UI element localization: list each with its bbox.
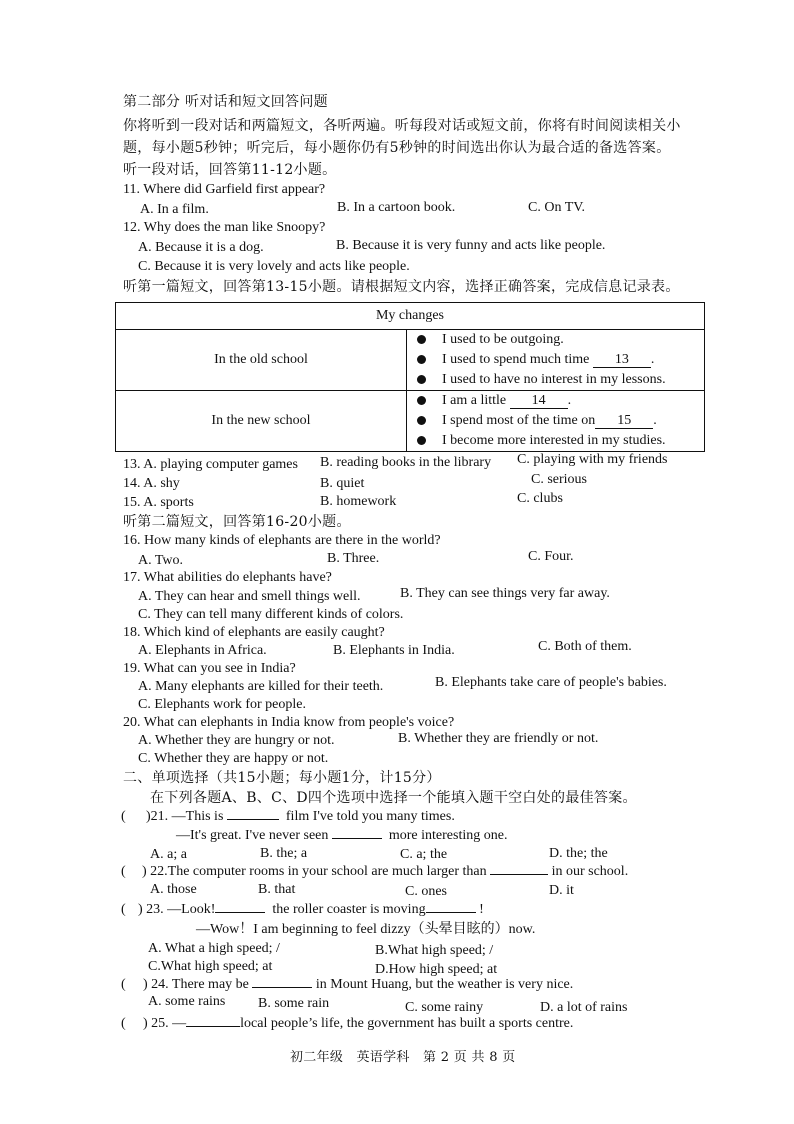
q17-option-c: C. They can tell many different kinds of colors. (138, 607, 404, 622)
table-caption: My changes (116, 303, 705, 330)
q21-paren: ( (121, 809, 126, 824)
q12-option-b: B. Because it is very funny and acts like people. (336, 238, 606, 253)
q22-blank[interactable] (490, 874, 548, 875)
q15-option-c: C. clubs (517, 491, 563, 506)
bullet-icon (417, 335, 426, 344)
q24-option-d: D. a lot of rains (540, 1000, 628, 1015)
q15-option-b: B. homework (320, 494, 397, 509)
q19-option-a: A. Many elephants are killed for their teeth. (138, 679, 384, 694)
q17-option-b: B. They can see things very far away. (400, 586, 610, 601)
section2-instruction: 在下列各题A、B、C、D四个选项中选择一个能填入题干空白处的最佳答案。 (150, 790, 637, 806)
q23-paren: ( (121, 902, 126, 917)
q22-option-a: A. those (150, 882, 197, 897)
q24-blank[interactable] (252, 987, 312, 988)
q16-option-c: C. Four. (528, 549, 574, 564)
bullet-icon (417, 436, 426, 445)
q21-blank-2[interactable] (332, 838, 382, 839)
q21-option-c: C. a; the (400, 847, 448, 862)
old-school-items (407, 330, 705, 391)
blank-13[interactable]: 13 (593, 353, 651, 368)
my-changes-table (115, 302, 705, 452)
blank-15[interactable]: 15 (595, 414, 653, 429)
q21-option-b: B. the; a (260, 846, 308, 861)
q11-option-c: C. On TV. (528, 200, 586, 215)
q23-line1-text: ) 23. —Look! (138, 902, 216, 917)
q20-option-a: A. Whether they are hungry or not. (138, 733, 335, 748)
part2-title: 第二部分 听对话和短文回答问题 (123, 94, 328, 110)
q24-line (143, 976, 573, 994)
new-item-2-end: . (653, 413, 657, 428)
bullet-icon (417, 355, 426, 364)
new-item-1-end: . (567, 393, 572, 408)
q22-line (142, 863, 628, 881)
q17-option-a: A. They can hear and smell things well. (138, 589, 361, 604)
q19-stem: 19. What can you see in India? (123, 661, 296, 676)
q25-blank[interactable] (186, 1026, 240, 1027)
q11-stem: 11. Where did Garfield first appear? (123, 182, 326, 197)
q21-line2-text: —It's great. I've never seen (176, 828, 329, 843)
q20-option-c: C. Whether they are happy or not. (138, 751, 329, 766)
q25-text: ) 25. — (143, 1016, 187, 1031)
q23-blank-1[interactable] (215, 912, 265, 913)
q11-option-b: B. In a cartoon book. (337, 200, 456, 215)
q12-stem: 12. Why does the man like Snoopy? (123, 220, 326, 235)
old-item-2-end: . (650, 352, 655, 367)
q13-option-a: 13. A. playing computer games (123, 457, 298, 472)
q19-option-c: C. Elephants work for people. (138, 697, 306, 712)
passage1-intro: 听第一篇短文，回答第13-15小题。请根据短文内容，选择正确答案，完成信息记录表。 (123, 279, 680, 295)
q16-option-b: B. Three. (327, 551, 380, 566)
q14-option-b: B. quiet (320, 476, 365, 491)
old-item-2-text: I used to spend much time (442, 352, 590, 367)
q18-option-a: A. Elephants in Africa. (138, 643, 267, 658)
q23-option-b: B.What high speed; / (375, 943, 494, 958)
old-item-1: I used to be outgoing. (442, 332, 564, 347)
q21-line1-end: film I've told you many times. (285, 809, 455, 824)
q25-end: local people’s life, the government has built a sports centre. (240, 1016, 574, 1031)
q20-option-b: B. Whether they are friendly or not. (398, 731, 599, 746)
q17-stem: 17. What abilities do elephants have? (123, 570, 332, 585)
q24-end: in Mount Huang, but the weather is very nice. (315, 977, 574, 992)
q21-line2 (176, 827, 507, 845)
bullet-icon (417, 416, 426, 425)
q22-option-d: D. it (549, 883, 574, 898)
q21-option-a: A. a; a (150, 847, 187, 862)
q11-option-a: A. In a film. (140, 202, 209, 217)
passage2-intro: 听第二篇短文，回答第16-20小题。 (123, 514, 351, 530)
q19-option-b: B. Elephants take care of people's babies. (435, 675, 667, 690)
q22-option-b: B. that (258, 882, 296, 897)
q14-option-c: C. serious (531, 472, 587, 487)
blank-14[interactable]: 14 (510, 394, 568, 409)
q24-option-b: B. some rain (258, 996, 330, 1011)
q21-line1-text: )21. —This is (146, 809, 224, 824)
q21-line2-end: more interesting one. (388, 828, 508, 843)
q16-stem: 16. How many kinds of elephants are there in the world? (123, 533, 441, 548)
section2-title: 二、单项选择（共15小题；每小题1分，计15分） (123, 770, 441, 786)
q22-end: in our school. (551, 864, 629, 879)
q16-option-a: A. Two. (138, 553, 184, 568)
q18-option-c: C. Both of them. (538, 639, 632, 654)
new-school-items (407, 391, 705, 452)
part2-intro-line1: 你将听到一段对话和两篇短文，各听两遍。听每段对话或短文前，你将有时间阅读相关小 (123, 118, 681, 134)
q14-option-a: 14. A. shy (123, 476, 180, 491)
q18-stem: 18. Which kind of elephants are easily caught? (123, 625, 385, 640)
q18-option-b: B. Elephants in India. (333, 643, 455, 658)
q23-option-d: D.How high speed; at (375, 962, 498, 977)
old-item-3: I used to have no interest in my lessons. (442, 372, 666, 387)
dialog-intro: 听一段对话，回答第11-12小题。 (123, 162, 337, 178)
q12-option-c: C. Because it is very lovely and acts like people. (138, 259, 410, 274)
q15-option-a: 15. A. sports (123, 495, 194, 510)
q24-option-a: A. some rains (148, 994, 226, 1009)
bullet-icon (417, 396, 426, 405)
q23-line1-end: ! (479, 902, 484, 917)
q23-line1 (138, 901, 484, 919)
q21-option-d: D. the; the (549, 846, 608, 861)
q23-option-c: C.What high speed; at (148, 959, 273, 974)
q22-option-c: C. ones (405, 884, 447, 899)
new-school-label: In the new school (116, 391, 407, 452)
q25-paren: ( (121, 1016, 126, 1031)
q23-line1-mid: the roller coaster is moving (272, 902, 426, 917)
q24-paren: ( (121, 977, 126, 992)
q23-option-a: A. What a high speed; / (148, 941, 280, 956)
new-item-1-text: I am a little (442, 393, 507, 408)
q24-option-c: C. some rainy (405, 1000, 484, 1015)
q20-stem: 20. What can elephants in India know from people's voice? (123, 715, 455, 730)
q13-option-c: C. playing with my friends (517, 452, 668, 467)
bullet-icon (417, 375, 426, 384)
q21-blank-1[interactable] (227, 819, 279, 820)
old-school-label: In the old school (116, 330, 407, 391)
q24-text: ) 24. There may be (143, 977, 249, 992)
page-footer: 初二年级 英语学科 第 2 页 共 8 页 (290, 1050, 516, 1065)
new-item-3: I become more interested in my studies. (442, 433, 666, 448)
new-item-2-text: I spend most of the time on (442, 413, 596, 428)
q22-paren: ( (121, 864, 126, 879)
q12-option-a: A. Because it is a dog. (138, 240, 264, 255)
q22-text: ) 22.The computer rooms in your school are much larger than (142, 864, 487, 879)
q21-line1 (146, 808, 455, 826)
q25-line (143, 1015, 573, 1033)
part2-intro-line2: 题，每小题5秒钟；听完后，每小题你仍有5秒钟的时间选出你认为最合适的备选答案。 (123, 140, 671, 156)
q23-blank-2[interactable] (426, 912, 476, 913)
q13-option-b: B. reading books in the library (320, 455, 492, 470)
q23-line2: —Wow！I am beginning to feel dizzy（头晕目眩的）now. (196, 922, 536, 937)
